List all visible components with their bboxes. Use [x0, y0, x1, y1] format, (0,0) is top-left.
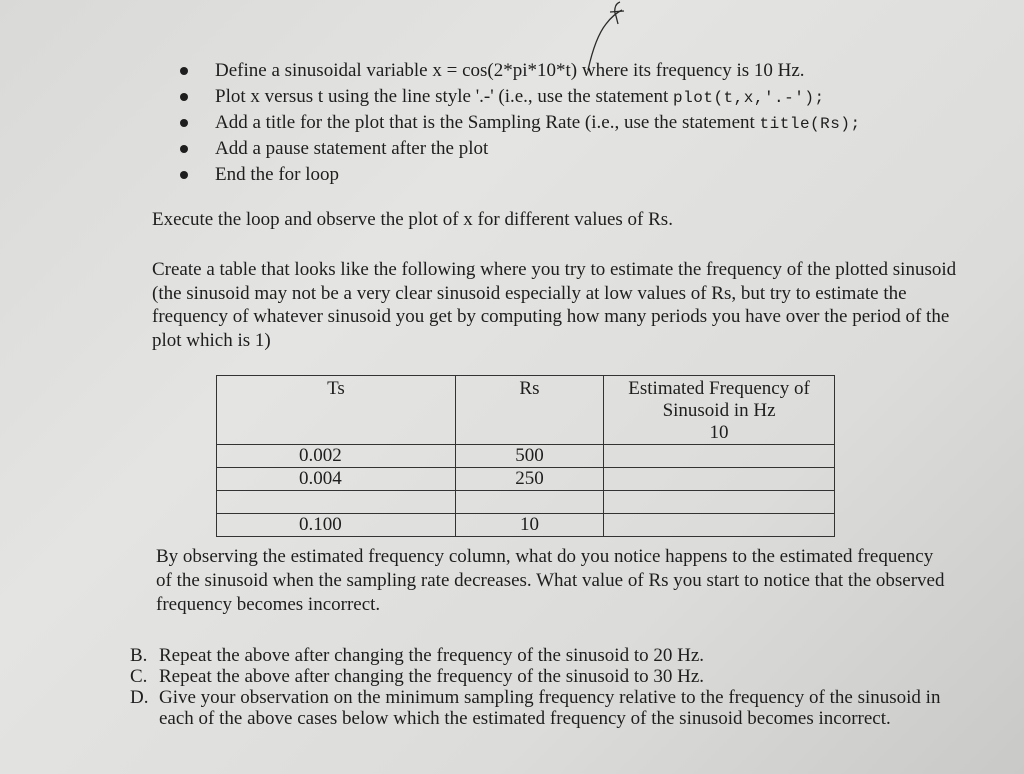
table-header-row [217, 376, 835, 445]
table-row [217, 445, 835, 468]
header-frequency [604, 376, 835, 445]
header-ts: Ts [217, 376, 456, 445]
bullet-item [178, 58, 861, 84]
task-text: Give your observation on the minimum sampling frequency relative to the frequency of the sinusoid in each of the above cases below which the estimated frequency of the sinusoid becomes incorrect. [159, 687, 941, 729]
frequency-cell [604, 445, 835, 468]
observe-paragraph: By observing the estimated frequency column, what do you notice happens to the estimated frequency of the sinusoid when the sampling rate decreases. What value of Rs you start to notice that the observed frequency becomes incorrect. [156, 546, 945, 615]
rs-cell: 10 [455, 514, 603, 537]
ts-cell: 0.100 [299, 514, 342, 535]
task-letter: B. [130, 645, 148, 666]
bullet-item [178, 162, 861, 188]
bullet-text: End the for loop [215, 164, 340, 185]
bullet-dot [180, 119, 188, 127]
task-item-c [130, 666, 949, 687]
bullet-item [178, 84, 861, 110]
create-table-paragraph: Create a table that looks like the following where you try to estimate the frequency of the plotted sinusoid (the sinusoid may not be a very clear sinusoid especially at low values of Rs, but try to estimate the frequency of whatever sinusoid you get by computing how many periods you have over the period of the plot which is 1) [152, 259, 957, 351]
task-letter: D. [130, 687, 149, 708]
handwritten-letter: f [644, 0, 645, 1]
code-snippet: plot(t,x,'.-'); [673, 89, 825, 107]
rs-cell: 500 [455, 445, 603, 468]
header-rs: Rs [455, 376, 603, 445]
ts-cell: 0.004 [299, 468, 342, 489]
bullet-dot [180, 171, 188, 179]
bullet-text: Add a title for the plot that is the Sampling Rate (i.e., use the statement [215, 112, 760, 133]
bullet-text: Plot x versus t using the line style '.-' (i.e., use the statement [215, 86, 674, 107]
frequency-cell [604, 514, 835, 537]
code-snippet: title(Rs); [759, 115, 861, 133]
bullet-text: Add a pause statement after the plot [215, 138, 489, 159]
rs-cell: 250 [455, 468, 603, 491]
rs-cell [455, 491, 603, 514]
header-frequency-label: Estimated Frequency of Sinusoid in Hz [628, 378, 810, 421]
task-item-b [130, 645, 949, 666]
bullet-dot [180, 145, 188, 153]
execute-paragraph: Execute the loop and observe the plot of x for different values of Rs. [152, 209, 673, 230]
task-item-d [130, 687, 949, 729]
task-text: Repeat the above after changing the frequency of the sinusoid to 20 Hz. [159, 645, 705, 666]
task-list [130, 645, 949, 729]
bullet-text: Define a sinusoidal variable x = cos(2*pi*10*t) where its frequency is 10 Hz. [215, 60, 805, 81]
bullet-item [178, 136, 861, 162]
frequency-cell [604, 491, 835, 514]
frequency-cell [604, 468, 835, 491]
first-frequency-value: 10 [709, 422, 729, 443]
bullet-list [178, 58, 861, 188]
task-letter: C. [130, 666, 148, 687]
bullet-dot [180, 93, 188, 101]
bullet-item [178, 110, 861, 136]
table-row [217, 514, 835, 537]
bullet-dot [180, 67, 188, 75]
table-row [217, 491, 835, 514]
frequency-table [216, 375, 835, 537]
ts-cell: 0.002 [299, 445, 342, 466]
table-row [217, 468, 835, 491]
task-text: Repeat the above after changing the frequency of the sinusoid to 30 Hz. [159, 666, 705, 687]
